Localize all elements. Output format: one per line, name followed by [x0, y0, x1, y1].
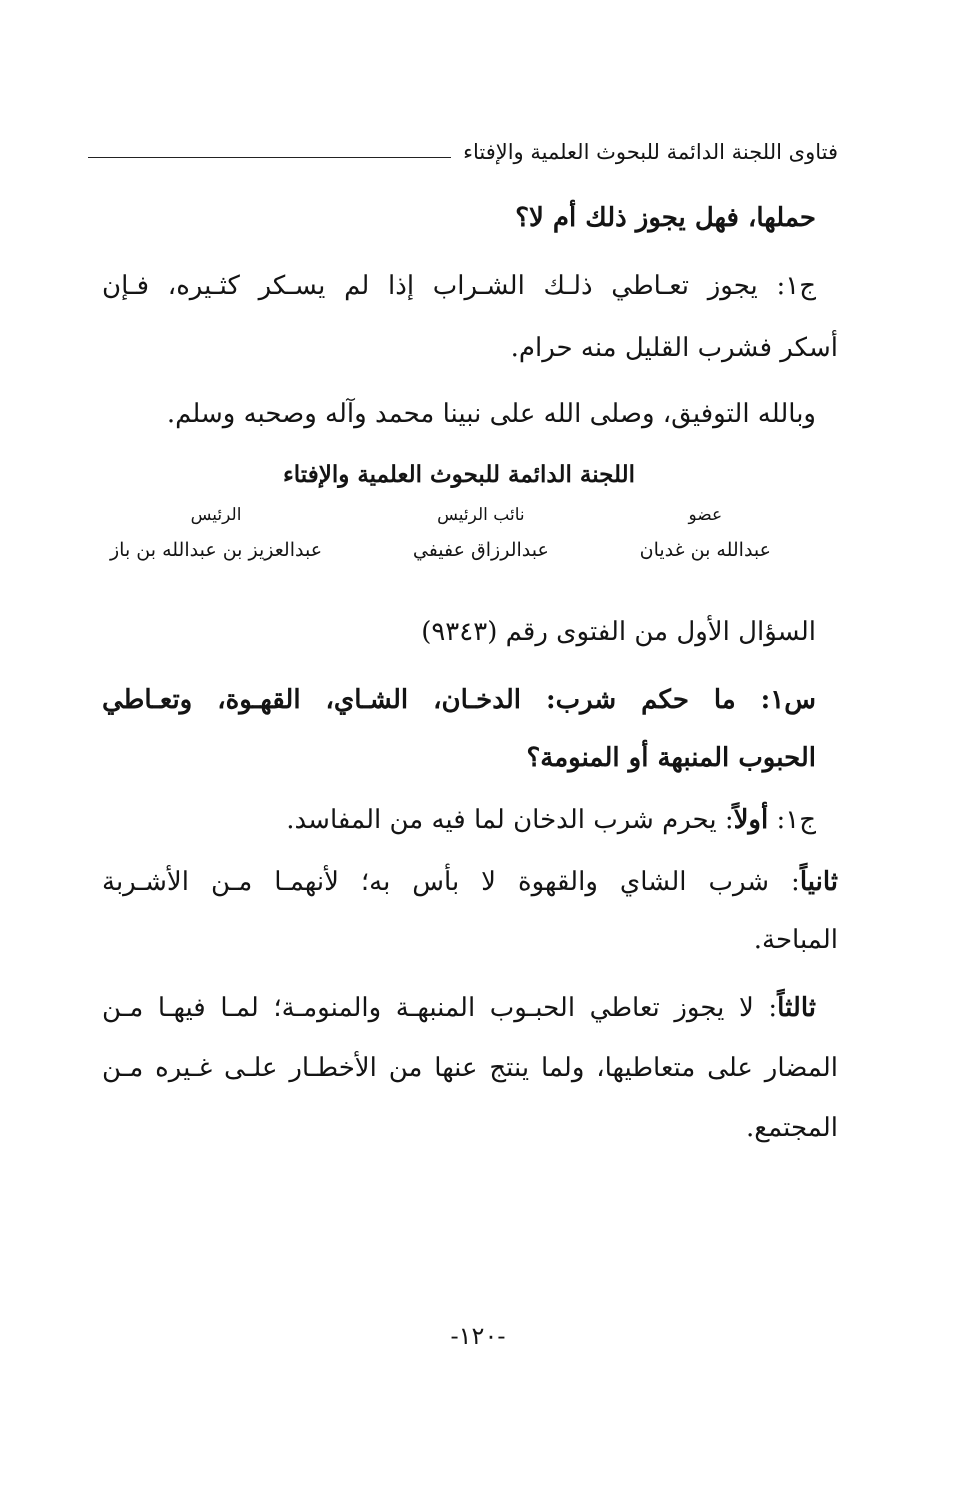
- header-title: فتاوى اللجنة الدائمة للبحوث العلمية والإفتاء: [463, 140, 838, 164]
- third-label: ثالثاً: [777, 993, 816, 1023]
- first-text: : يحرم شرب الدخان لما فيه من المفاسد.: [286, 805, 734, 835]
- signer-role: نائب الرئيس: [437, 505, 525, 525]
- signer-role: الرئيس: [190, 505, 242, 525]
- second-label: ثانياً: [799, 867, 838, 897]
- signer-role: عضو: [688, 505, 723, 525]
- signer-name: عبدالله بن غديان: [639, 539, 771, 561]
- question-line-1: س١: ما حكم شرب: الدخـان، الشـاي، القهـوة، وتعـاطي: [102, 685, 816, 715]
- answer-line-2: أسكر فشرب القليل منه حرام.: [510, 333, 838, 363]
- answer-line-1: ج١: يجوز تعـاطي ذلـك الشـراب إذا لم يسـكر كثـيره، فـإن: [102, 271, 816, 301]
- fatwa-heading: السؤال الأول من الفتوى رقم (٩٣٤٣): [421, 617, 816, 647]
- answer-first-point: [102, 800, 816, 840]
- answer-prefix: ج١:: [768, 805, 816, 835]
- signer-name: عبدالرزاق عفيفي: [412, 539, 549, 561]
- third-line-2: المضار على متعاطيها، ولما ينتج عنها من الأخطـار علـى غـيره مـن: [102, 1053, 838, 1083]
- signer-member: [640, 505, 771, 561]
- answer-second-point: [102, 862, 838, 902]
- third-line-3: المجتمع.: [746, 1113, 838, 1143]
- signer-vice-president: [413, 505, 549, 561]
- first-label: أولاً: [733, 805, 769, 835]
- question-continuation: حملها، فهل يجوز ذلك أم لا؟: [515, 203, 816, 233]
- running-header: [88, 140, 838, 164]
- signer-name: عبدالعزيز بن عبدالله بن باز: [110, 539, 323, 561]
- header-rule: [88, 157, 451, 158]
- third-line-1: : لا يجوز تعاطي الحبـوب المنبهـة والمنومـة؛ لمـا فيهـا مـن: [102, 993, 778, 1023]
- closing-line: وبالله التوفيق، وصلى الله على نبينا محمد وآله وصحبه وسلم.: [166, 399, 816, 429]
- committee-name: اللجنة الدائمة للبحوث العلمية والإفتاء: [282, 461, 636, 488]
- second-line-2: المباحة.: [753, 925, 838, 955]
- answer-third-point: [102, 988, 816, 1028]
- page-number: -١٢٠-: [450, 1322, 506, 1350]
- second-line-1: : شرب الشاي والقهوة لا بأس به؛ لأنهمـا مـن الأشـربة: [102, 867, 800, 897]
- signer-president: [110, 505, 322, 561]
- question-line-2: الحبوب المنبهة أو المنومة؟: [526, 743, 816, 773]
- signers-row: [110, 505, 771, 561]
